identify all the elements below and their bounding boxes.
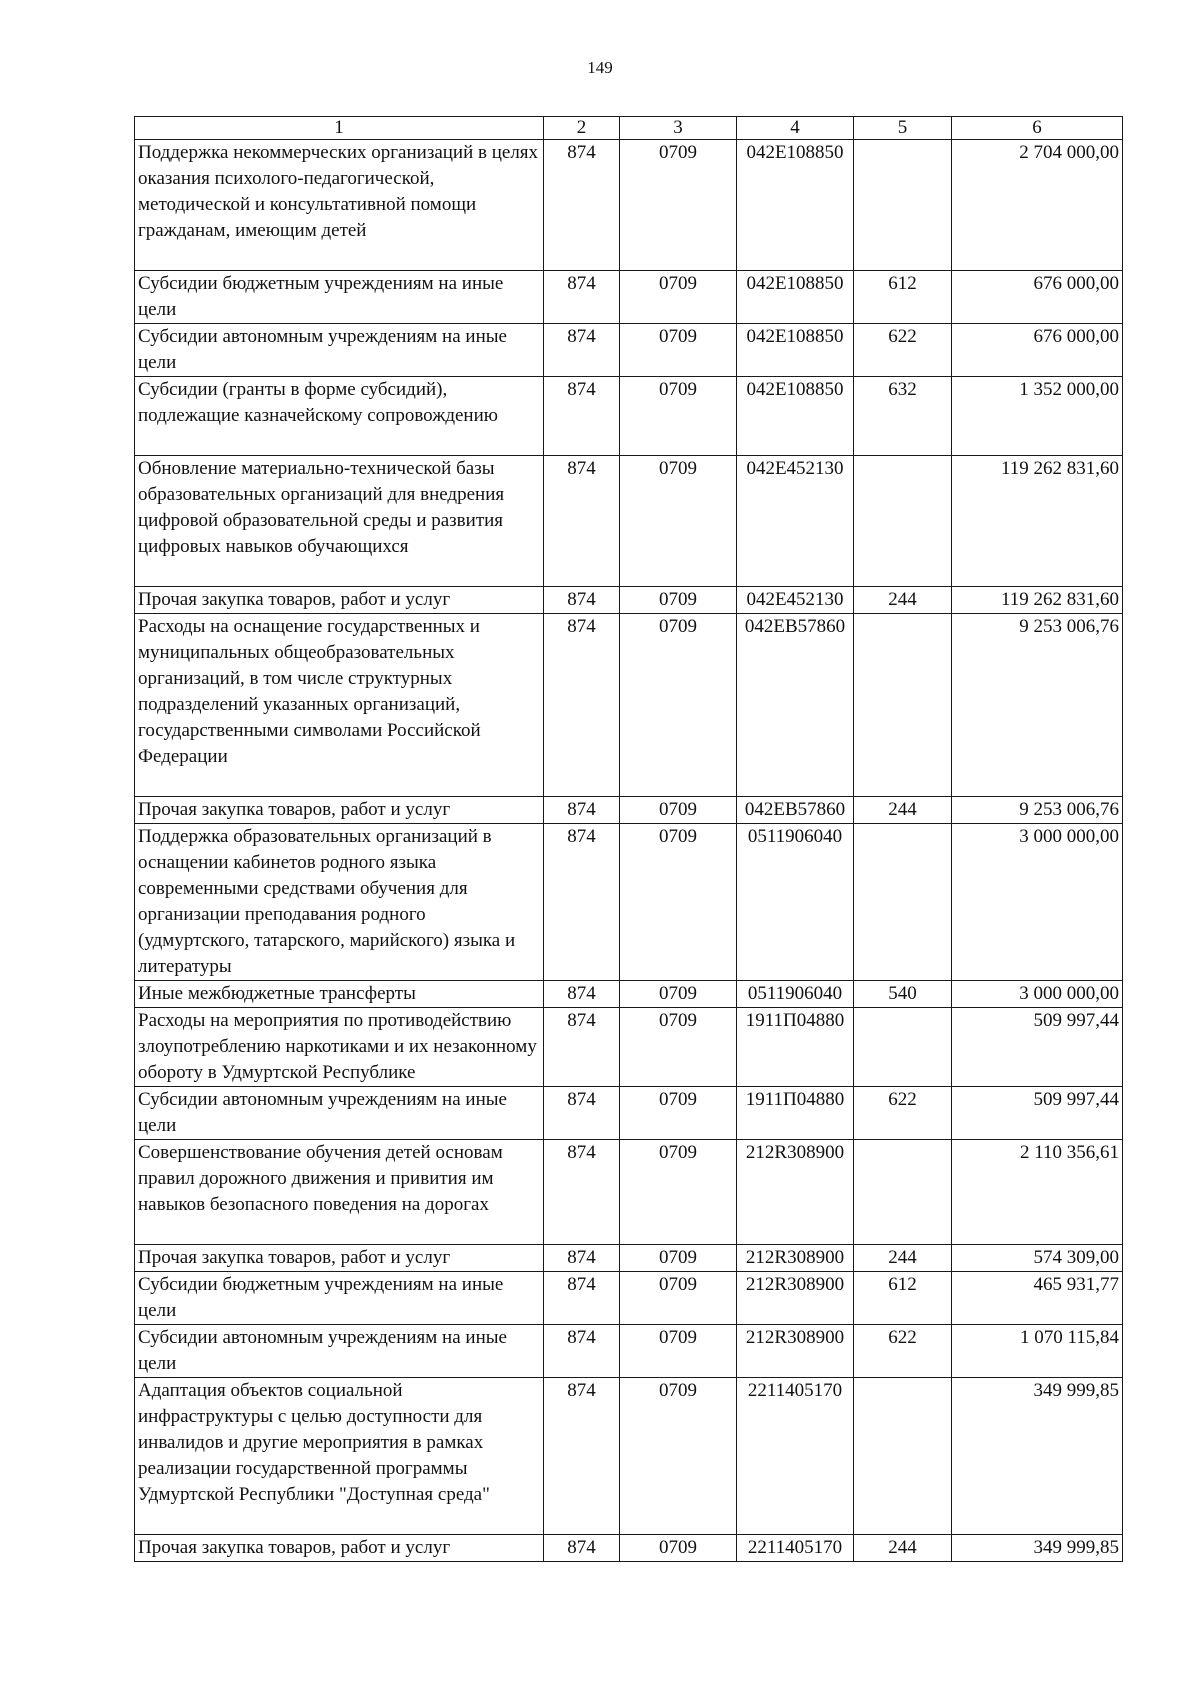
expense-name-cell: Прочая закупка товаров, работ и услуг	[135, 797, 544, 824]
target-article-cell: 042Е108850	[737, 324, 854, 377]
ministry-code-cell: 874	[544, 1008, 620, 1087]
expense-name-cell: Прочая закупка товаров, работ и услуг	[135, 587, 544, 614]
amount-cell: 9 253 006,76	[952, 614, 1123, 797]
table-row	[135, 271, 1123, 324]
table-row	[135, 1325, 1123, 1378]
ministry-code-cell: 874	[544, 140, 620, 271]
table-row	[135, 377, 1123, 456]
amount-cell: 3 000 000,00	[952, 824, 1123, 981]
expense-name-cell: Адаптация объектов социальной инфраструктуры с целью доступности для инвалидов и другие мероприятия в рамках реализации государственной программы Удмуртской Республики "Доступная среда"	[135, 1378, 544, 1535]
section-code-cell: 0709	[620, 456, 737, 587]
ministry-code-cell: 874	[544, 614, 620, 797]
section-code-cell: 0709	[620, 1535, 737, 1562]
section-code-cell: 0709	[620, 377, 737, 456]
expense-type-cell: 540	[854, 981, 952, 1008]
amount-cell: 1 352 000,00	[952, 377, 1123, 456]
amount-cell: 119 262 831,60	[952, 456, 1123, 587]
ministry-code-cell: 874	[544, 1535, 620, 1562]
section-code-cell: 0709	[620, 271, 737, 324]
section-code-cell: 0709	[620, 797, 737, 824]
expense-name-cell: Обновление материально-технической базы образовательных организаций для внедрения цифровой образовательной среды и развития цифровых навыков обучающихся	[135, 456, 544, 587]
expense-name-cell: Расходы на оснащение государственных и муниципальных общеобразовательных организаций, в том числе структурных подразделений указанных организаций, государственными символами Российской Федерации	[135, 614, 544, 797]
section-code-cell: 0709	[620, 324, 737, 377]
expense-name-cell: Поддержка образовательных организаций в оснащении кабинетов родного языка современными средствами обучения для организации преподавания родного (удмуртского, татарского, марийского) языка и литературы	[135, 824, 544, 981]
target-article-cell: 042Е108850	[737, 377, 854, 456]
target-article-cell: 042Е108850	[737, 271, 854, 324]
expense-type-cell: 244	[854, 1245, 952, 1272]
column-header-2: 2	[544, 117, 620, 140]
section-code-cell: 0709	[620, 614, 737, 797]
table-row	[135, 981, 1123, 1008]
amount-cell: 1 070 115,84	[952, 1325, 1123, 1378]
target-article-cell: 2211405170	[737, 1378, 854, 1535]
amount-cell: 349 999,85	[952, 1378, 1123, 1535]
ministry-code-cell: 874	[544, 377, 620, 456]
target-article-cell: 2211405170	[737, 1535, 854, 1562]
expense-type-cell	[854, 824, 952, 981]
page-number: 149	[587, 58, 613, 77]
expense-name-cell: Совершенствование обучения детей основам правил дорожного движения и привития им навыков безопасного поведения на дорогах	[135, 1140, 544, 1245]
expense-type-cell	[854, 614, 952, 797]
target-article-cell: 1911П04880	[737, 1008, 854, 1087]
ministry-code-cell: 874	[544, 1378, 620, 1535]
amount-cell: 676 000,00	[952, 271, 1123, 324]
amount-cell: 119 262 831,60	[952, 587, 1123, 614]
target-article-cell: 0511906040	[737, 981, 854, 1008]
column-header-4: 4	[737, 117, 854, 140]
table-row	[135, 587, 1123, 614]
ministry-code-cell: 874	[544, 1272, 620, 1325]
target-article-cell: 212R308900	[737, 1245, 854, 1272]
section-code-cell: 0709	[620, 1087, 737, 1140]
expense-name-cell: Расходы на мероприятия по противодействию злоупотреблению наркотиками и их незаконному обороту в Удмуртской Республике	[135, 1008, 544, 1087]
amount-cell: 2 110 356,61	[952, 1140, 1123, 1245]
expense-type-cell: 622	[854, 1325, 952, 1378]
table-row	[135, 140, 1123, 271]
budget-table	[134, 116, 1123, 1562]
target-article-cell: 1911П04880	[737, 1087, 854, 1140]
ministry-code-cell: 874	[544, 587, 620, 614]
ministry-code-cell: 874	[544, 797, 620, 824]
section-code-cell: 0709	[620, 1325, 737, 1378]
column-header-6: 6	[952, 117, 1123, 140]
ministry-code-cell: 874	[544, 1245, 620, 1272]
table-row	[135, 324, 1123, 377]
table-row	[135, 456, 1123, 587]
section-code-cell: 0709	[620, 140, 737, 271]
amount-cell: 676 000,00	[952, 324, 1123, 377]
table-row	[135, 614, 1123, 797]
table-row	[135, 1535, 1123, 1562]
expense-name-cell: Поддержка некоммерческих организаций в целях оказания психолого-педагогической, методической и консультативной помощи гражданам, имеющим детей	[135, 140, 544, 271]
ministry-code-cell: 874	[544, 324, 620, 377]
section-code-cell: 0709	[620, 1272, 737, 1325]
expense-type-cell: 632	[854, 377, 952, 456]
expense-type-cell: 612	[854, 1272, 952, 1325]
expense-name-cell: Субсидии бюджетным учреждениям на иные цели	[135, 271, 544, 324]
expense-type-cell: 244	[854, 587, 952, 614]
amount-cell: 574 309,00	[952, 1245, 1123, 1272]
amount-cell: 2 704 000,00	[952, 140, 1123, 271]
column-header-1: 1	[135, 117, 544, 140]
table-row	[135, 824, 1123, 981]
section-code-cell: 0709	[620, 981, 737, 1008]
expense-name-cell: Субсидии автономным учреждениям на иные цели	[135, 1325, 544, 1378]
target-article-cell: 0511906040	[737, 824, 854, 981]
ministry-code-cell: 874	[544, 1325, 620, 1378]
table-body	[135, 140, 1123, 1562]
table-row	[135, 1008, 1123, 1087]
target-article-cell: 042ЕВ57860	[737, 797, 854, 824]
expense-name-cell: Иные межбюджетные трансферты	[135, 981, 544, 1008]
table-row	[135, 1140, 1123, 1245]
ministry-code-cell: 874	[544, 456, 620, 587]
section-code-cell: 0709	[620, 587, 737, 614]
section-code-cell: 0709	[620, 1245, 737, 1272]
expense-type-cell	[854, 1008, 952, 1087]
column-header-3: 3	[620, 117, 737, 140]
amount-cell: 3 000 000,00	[952, 981, 1123, 1008]
expense-name-cell: Субсидии (гранты в форме субсидий), подлежащие казначейскому сопровождению	[135, 377, 544, 456]
target-article-cell: 042Е452130	[737, 456, 854, 587]
expense-name-cell: Субсидии бюджетным учреждениям на иные цели	[135, 1272, 544, 1325]
table-row	[135, 797, 1123, 824]
target-article-cell: 042Е452130	[737, 587, 854, 614]
section-code-cell: 0709	[620, 824, 737, 981]
expense-type-cell: 622	[854, 324, 952, 377]
table-row	[135, 1378, 1123, 1535]
target-article-cell: 042Е108850	[737, 140, 854, 271]
amount-cell: 509 997,44	[952, 1087, 1123, 1140]
target-article-cell: 212R308900	[737, 1325, 854, 1378]
amount-cell: 509 997,44	[952, 1008, 1123, 1087]
target-article-cell: 212R308900	[737, 1140, 854, 1245]
expense-name-cell: Субсидии автономным учреждениям на иные цели	[135, 324, 544, 377]
column-header-5: 5	[854, 117, 952, 140]
table-row	[135, 1272, 1123, 1325]
table-row	[135, 1245, 1123, 1272]
ministry-code-cell: 874	[544, 1140, 620, 1245]
expense-type-cell	[854, 140, 952, 271]
section-code-cell: 0709	[620, 1140, 737, 1245]
expense-type-cell: 612	[854, 271, 952, 324]
expense-type-cell: 244	[854, 1535, 952, 1562]
amount-cell: 9 253 006,76	[952, 797, 1123, 824]
amount-cell: 465 931,77	[952, 1272, 1123, 1325]
table-header-row	[135, 117, 1123, 140]
ministry-code-cell: 874	[544, 271, 620, 324]
amount-cell: 349 999,85	[952, 1535, 1123, 1562]
target-article-cell: 212R308900	[737, 1272, 854, 1325]
expense-type-cell	[854, 1378, 952, 1535]
expense-type-cell	[854, 1140, 952, 1245]
section-code-cell: 0709	[620, 1378, 737, 1535]
expense-type-cell: 622	[854, 1087, 952, 1140]
expense-name-cell: Прочая закупка товаров, работ и услуг	[135, 1535, 544, 1562]
expense-type-cell	[854, 456, 952, 587]
section-code-cell: 0709	[620, 1008, 737, 1087]
expense-name-cell: Прочая закупка товаров, работ и услуг	[135, 1245, 544, 1272]
target-article-cell: 042ЕВ57860	[737, 614, 854, 797]
ministry-code-cell: 874	[544, 824, 620, 981]
ministry-code-cell: 874	[544, 981, 620, 1008]
table-row	[135, 1087, 1123, 1140]
expense-type-cell: 244	[854, 797, 952, 824]
expense-name-cell: Субсидии автономным учреждениям на иные цели	[135, 1087, 544, 1140]
ministry-code-cell: 874	[544, 1087, 620, 1140]
